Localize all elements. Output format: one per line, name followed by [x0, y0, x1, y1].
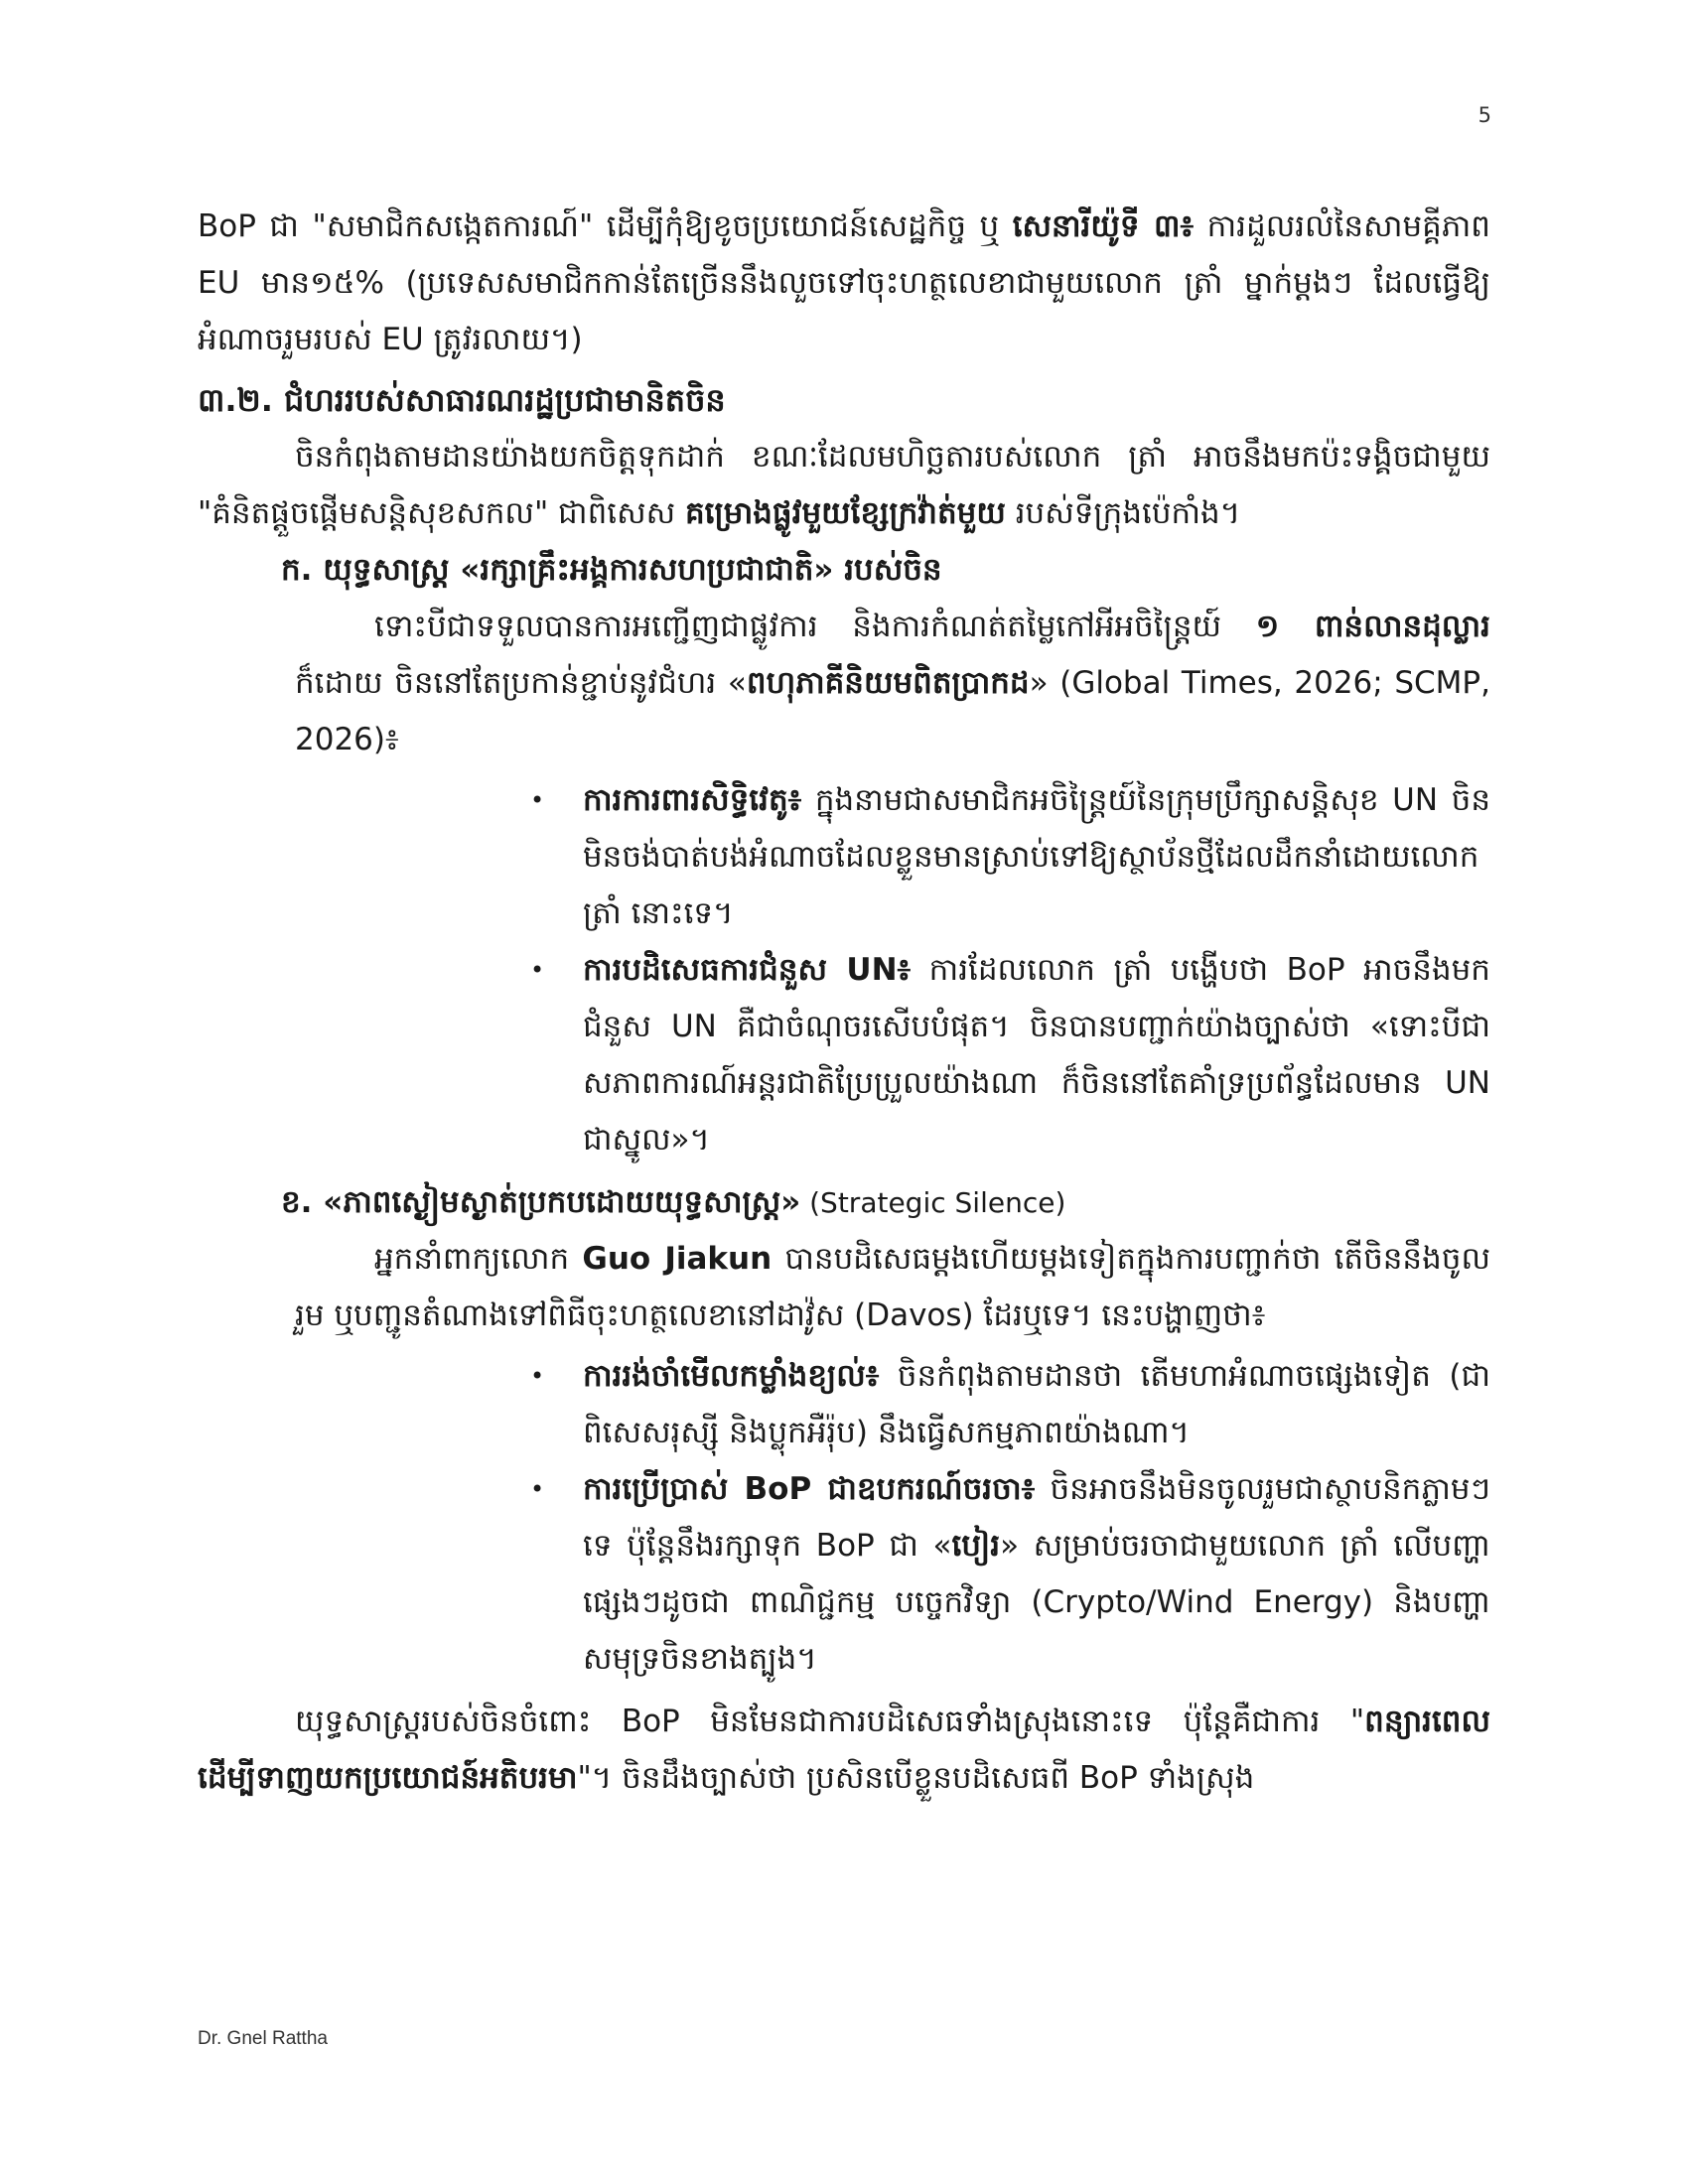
footer-author: Dr. Gnel Rattha — [198, 2028, 328, 2049]
bullet-dot-icon: • — [530, 956, 545, 984]
bullet-dot-icon: • — [530, 786, 545, 814]
closing-paragraph: យុទ្ធសាស្ត្ររបស់ចិនចំពោះ BoP មិនមែនជាការបដិសេធទាំងស្រុងនោះទេ ប៉ុន្តែគឺជាការ "ពន្យារពេលដើម្បីទាញយកប្រយោជន៍អតិបរមា"។ ចិនដឹងច្បាស់ថា ប្រសិនបើខ្លួនបដិសេធពី BoP ទាំងស្រុង — [198, 1704, 1490, 1796]
bullet-item: • ការរង់ចាំមើលកម្លាំងខ្យល់៖ ចិនកំពុងតាមដានថា តើមហាអំណាចផ្សេងទៀត (ជាពិសេសរុស្ស៊ី និងប្លុកអឺរ៉ុប) នឹងធ្វើសកម្មភាពយ៉ាងណា។ — [530, 1348, 1490, 1461]
paragraph-intro: BoP ជា "សមាជិកសង្កេតការណ៍" ដើម្បីកុំឱ្យខូចប្រយោជន៍សេដ្ឋកិច្ច ឬ សេនារីយ៉ូទី ៣៖ ការដួលរលំនៃសាមគ្គីភាព EU មាន១៥% (ប្រទេសសមាជិកកាន់តែច្រើននឹងលួចទៅចុះហត្ថលេខាជាមួយលោក ត្រាំ ម្នាក់ម្តងៗ ដែលធ្វើឱ្យអំណាចរួមរបស់ EU ត្រូវរលាយ។) — [198, 208, 1490, 357]
document-body — [198, 199, 1490, 1807]
section-heading: ៣.២. ជំហររបស់សាធារណរដ្ឋប្រជាមានិតចិន — [198, 381, 726, 419]
bullet-dot-icon: • — [530, 1475, 545, 1503]
subsection-a-heading: ក. យុទ្ធសាស្ត្រ «រក្សាគ្រឹះអង្គការសហប្រជាជាតិ» របស់ចិន — [281, 552, 942, 588]
subsection-a-bullet-list — [198, 772, 1490, 1168]
subsection-a-paragraph: ទោះបីជាទទួលបានការអញ្ជើញជាផ្លូវការ និងការកំណត់តម្លៃកៅអីអចិន្ត្រៃយ៍ ១ ពាន់លានដុល្លារ ក៏ដោយ ចិននៅតែប្រកាន់ខ្ជាប់នូវជំហរ «ពហុភាគីនិយមពិតប្រាកដ» (Global Times, 2026; SCMP, 2026)៖ — [295, 609, 1490, 757]
subsection-b-bullet-list — [198, 1348, 1490, 1688]
subsection-b-paragraph: អ្នកនាំពាក្យលោក Guo Jiakun បានបដិសេធម្តងហើយម្តងទៀតក្នុងការបញ្ជាក់ថា តើចិននឹងចូលរួម ឬបញ្ជូនតំណាងទៅពិធីចុះហត្ថលេខានៅដាវ៉ូស (Davos) ដែរឬទេ។ នេះបង្ហាញថា៖ — [295, 1241, 1490, 1333]
bullet-item: • ការការពារសិទ្ធិវេតូ៖ ក្នុងនាមជាសមាជិកអចិន្ត្រៃយ៍នៃក្រុមប្រឹក្សាសន្តិសុខ UN ចិនមិនចង់បាត់បង់អំណាចដែលខ្លួនមានស្រាប់ទៅឱ្យស្ថាប័នថ្មីដែលដឹកនាំដោយលោក ត្រាំ នោះទេ។ — [530, 772, 1490, 942]
section-paragraph: ចិនកំពុងតាមដានយ៉ាងយកចិត្តទុកដាក់ ខណៈដែលមហិច្ឆតារបស់លោក ត្រាំ អាចនឹងមកប៉ះទង្គិចជាមួយ "គំនិតផ្តួចផ្តើមសន្តិសុខសកល" ជាពិសេស គម្រោងផ្លូវមួយខ្សែក្រវ៉ាត់មួយ របស់ទីក្រុងប៉េកាំង។ — [198, 439, 1490, 531]
bullet-item: • ការបដិសេធការជំនួស UN៖ ការដែលលោក ត្រាំ បង្ហើបថា BoP អាចនឹងមកជំនួស UN គឺជាចំណុចរសើបបំផុត។ ចិនបានបញ្ជាក់យ៉ាងច្បាស់ថា «ទោះបីជាសភាពការណ៍អន្តរជាតិប្រែប្រួលយ៉ាងណា ក៏ចិននៅតែគាំទ្រប្រព័ន្ធដែលមាន UN ជាស្នូល»។ — [530, 942, 1490, 1168]
subsection-b-heading: ខ. «ភាពស្ងៀមស្ងាត់ប្រកបដោយយុទ្ធសាស្ត្រ» (Strategic Silence) — [281, 1184, 1066, 1220]
bullet-item: • ការប្រើប្រាស់ BoP ជាឧបករណ៍ចរចា៖ ចិនអាចនឹងមិនចូលរួមជាស្ថាបនិកភ្លាមៗទេ ប៉ុន្តែនឹងរក្សាទុក BoP ជា «បៀរ» សម្រាប់ចរចាជាមួយលោក ត្រាំ លើបញ្ហាផ្សេងៗដូចជា ពាណិជ្ជកម្ម បច្ចេកវិទ្យា (Crypto/Wind Energy) និងបញ្ហាសមុទ្រចិនខាងត្បូង។ — [530, 1461, 1490, 1688]
bullet-dot-icon: • — [530, 1362, 545, 1390]
page-number: 5 — [1477, 103, 1491, 127]
